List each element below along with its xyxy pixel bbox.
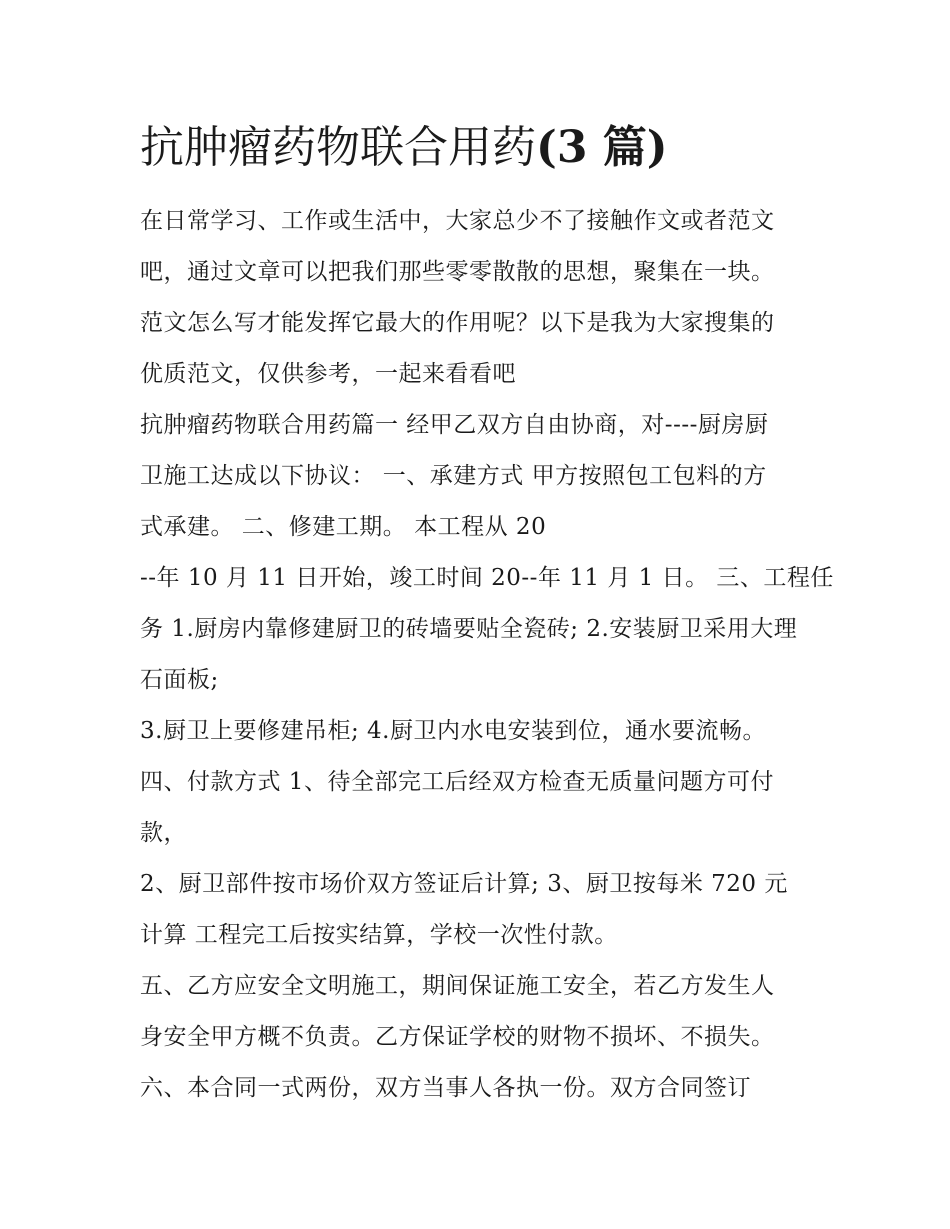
title-text: 抗肿瘤药物联合用药: [140, 122, 536, 173]
body-line: 范文怎么写才能发挥它最大的作用呢？以下是我为大家搜集的: [140, 310, 775, 336]
body-line: 石面板;: [140, 667, 219, 693]
body-line: 式承建。 二、修建工期。 本工程从 20: [140, 514, 547, 540]
body-line: 2、厨卫部件按市场价双方签证后计算; 3、厨卫按每米 720 元: [140, 871, 788, 897]
body-line: 抗肿瘤药物联合用药篇一 经甲乙双方自由协商，对----厨房厨: [140, 412, 769, 438]
body-line: 务 1.厨房内靠修建厨卫的砖墙要贴全瓷砖; 2.安装厨卫采用大理: [140, 616, 798, 642]
body-line: 在日常学习、工作或生活中，大家总少不了接触作文或者范文: [140, 208, 775, 234]
body-line: 3.厨卫上要修建吊柜; 4.厨卫内水电安装到位，通水要流畅。: [140, 718, 766, 744]
body-line: 款，: [140, 820, 187, 846]
body-line: --年 10 月 11 日开始，竣工时间 20--年 11 月 1 日。 三、工程任: [140, 565, 834, 591]
body-line: 五、乙方应安全文明施工，期间保证施工安全，若乙方发生人: [140, 973, 775, 999]
body-line: 身安全甲方概不负责。乙方保证学校的财物不损坏、不损失。: [140, 1024, 775, 1050]
body-line: 六、本合同一式两份，双方当事人各执一份。双方合同签订: [140, 1075, 751, 1101]
body-line: 吧，通过文章可以把我们那些零零散散的思想，聚集在一块。: [140, 259, 775, 285]
body-line: 优质范文，仅供参考，一起来看看吧: [140, 361, 516, 387]
body-line: 计算 工程完工后按实结算，学校一次性付款。: [140, 922, 618, 948]
body-line: 卫施工达成以下协议： 一、承建方式 甲方按照包工包料的方: [140, 463, 767, 489]
title-count: (3 篇): [536, 122, 668, 173]
document-title: [140, 118, 840, 178]
document-body: [140, 196, 834, 1114]
body-line: 四、付款方式 1、待全部完工后经双方检查无质量问题方可付: [140, 769, 774, 795]
